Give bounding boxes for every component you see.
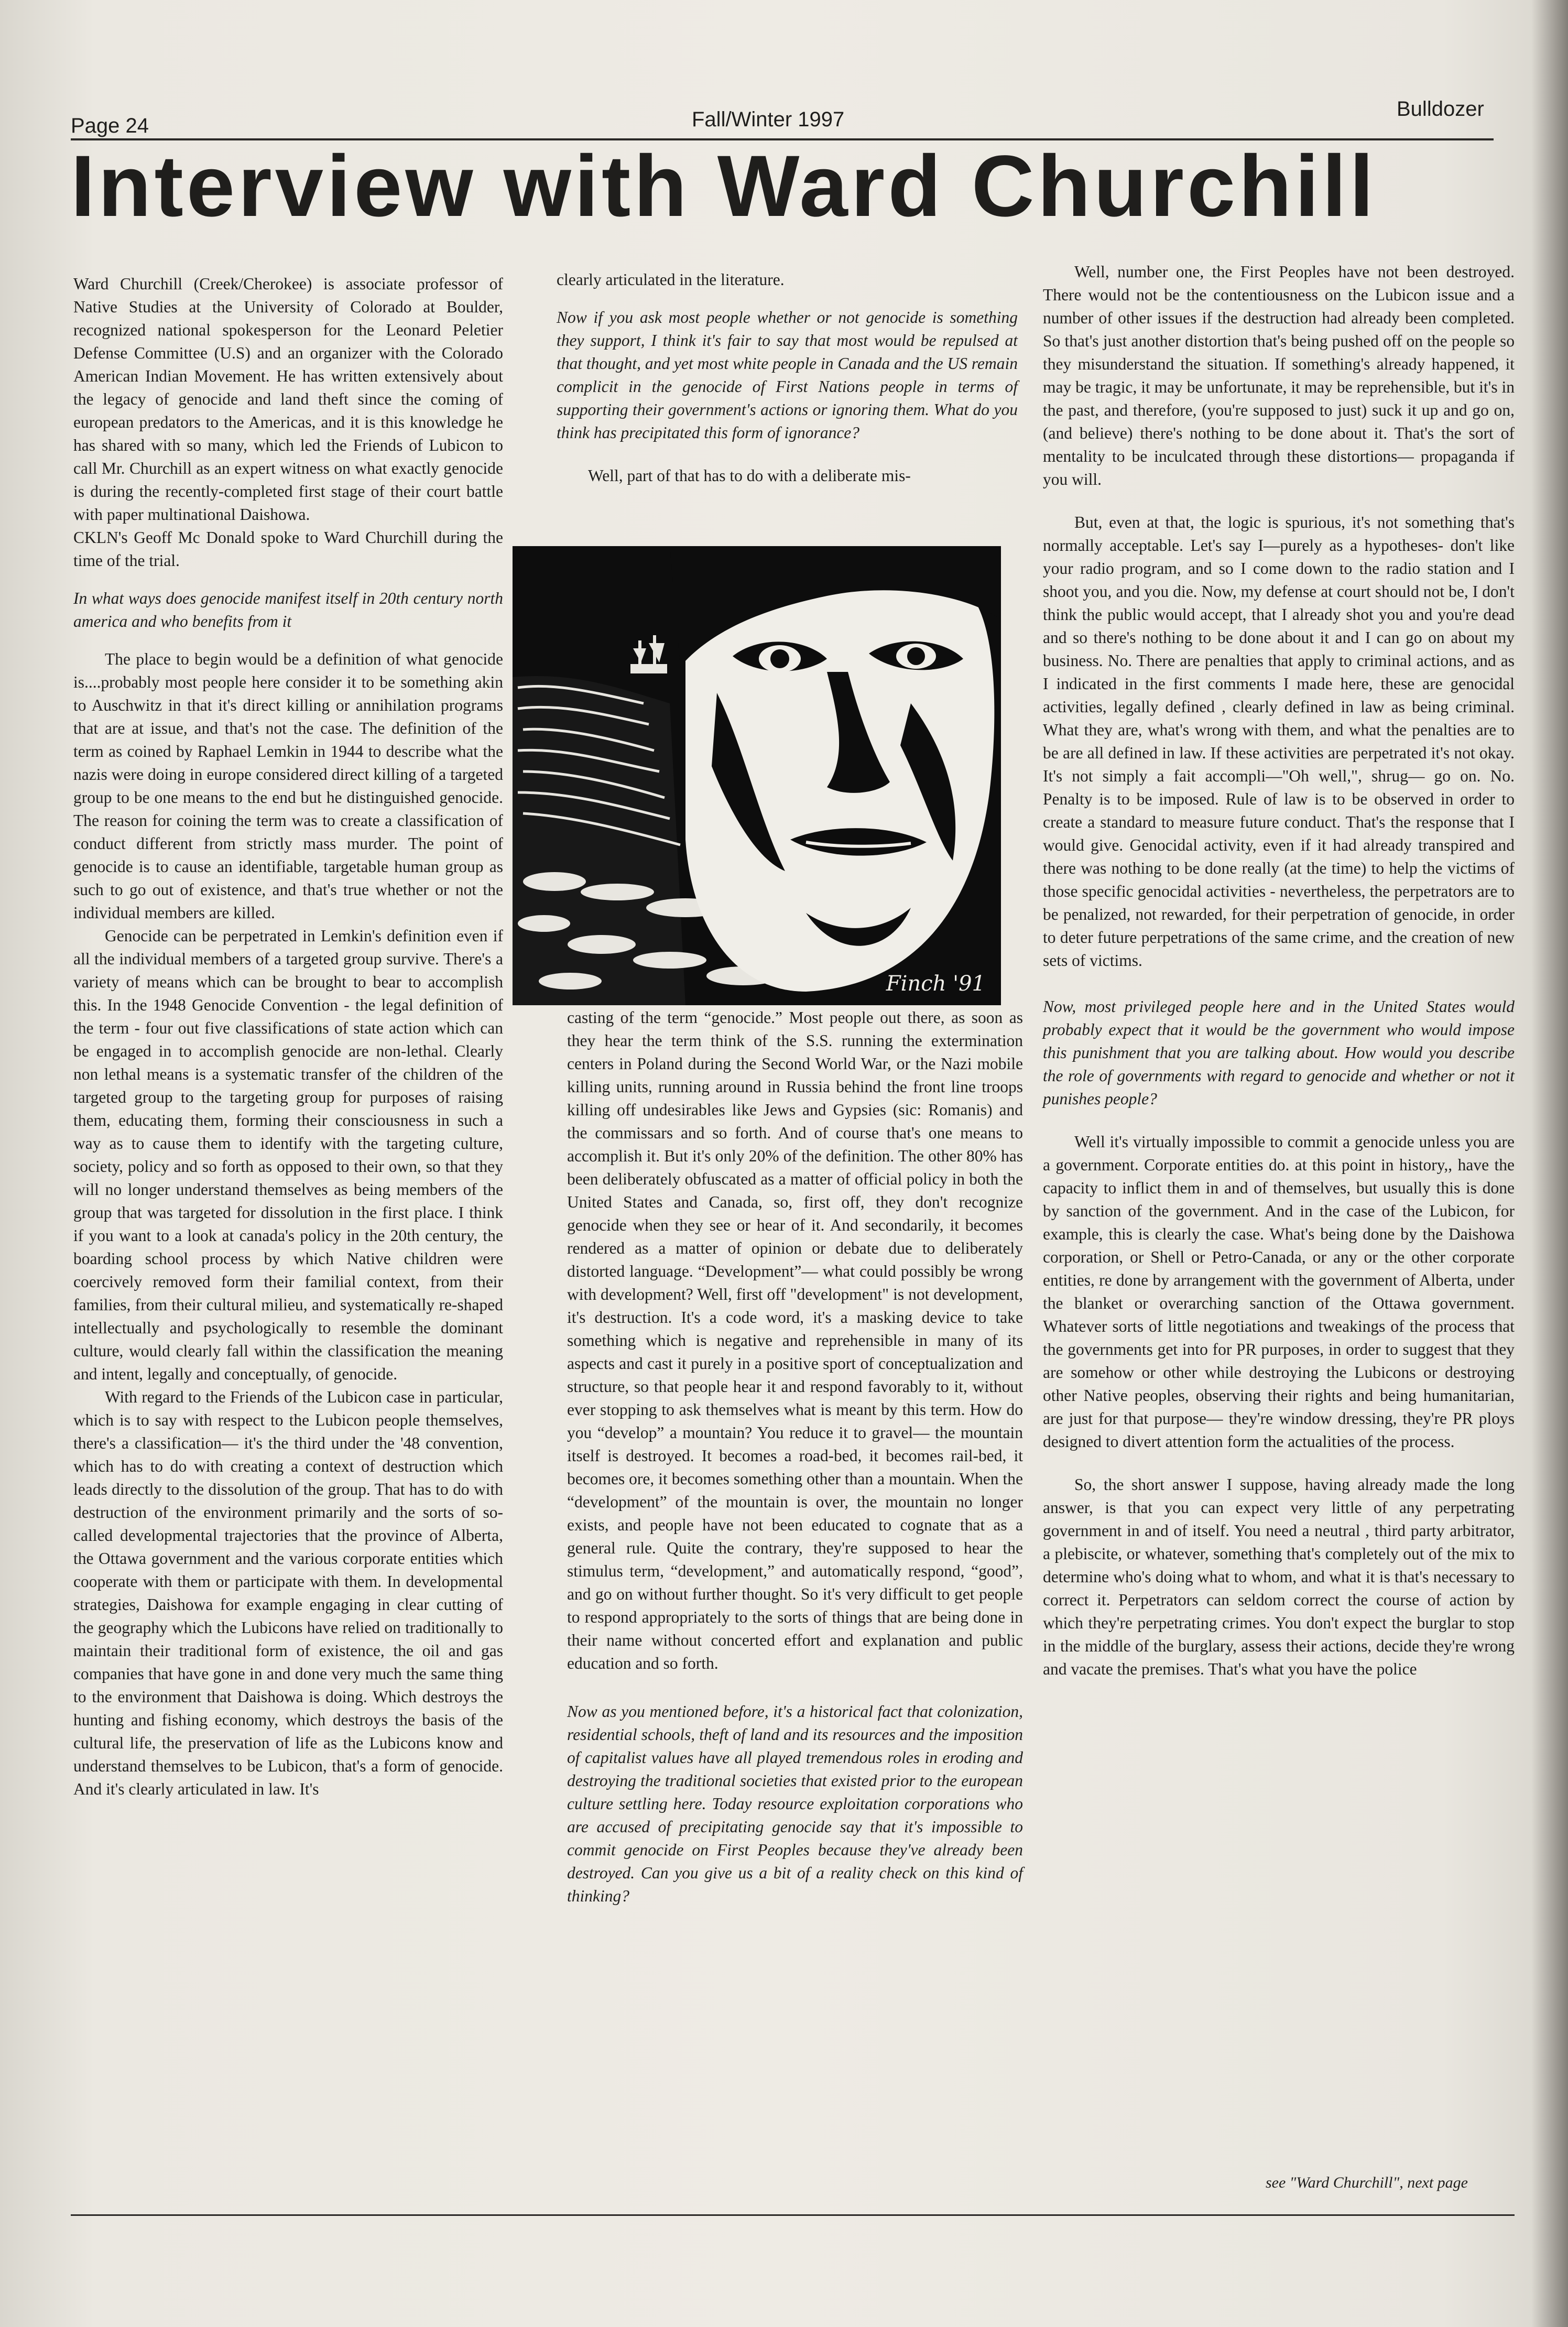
- footer-rule: [71, 2214, 1515, 2216]
- issue-date: Fall/Winter 1997: [692, 108, 845, 131]
- question-3: Now as you mentioned before, it's a historical fact that colonization, residential schools, theft of land and its resources and the imposition of capitalist values have all played tremendous roles in eroding and destroying the traditional societies that existed prior to the european culture settling here. Today resource exploitation corporations who are accused of precipitating genocide say that it's impossible to commit genocide on First Peoples because they've already been destroyed. Can you give us a bit of a reality check on this kind of thinking?: [567, 1702, 1023, 1905]
- continued-note: see "Ward Churchill", next page: [1266, 2174, 1468, 2191]
- answer-paragraph: Well it's virtually impossible to commit a genocide unless you are a government. Corporate entities do. at this point in history,, have the capacity to inflict them in and of themselves, but usually this is done by sanction of the government. And in the case of the Lubicon, for example, this is clearly the case. What's being done by the Daishowa corporation, or Shell or Petro-Canada, or any or the other corporate entities, re done by arrangement with the government of Alberta, under the blanket or overarching sanction of the Ottawa government. Whatever sorts of little negotiations and tweakings of the process that the governments get into for PR purposes, in order to suggest that they are somehow or other while destroying the Lubicons or destroying other Native peoples, observing their rights and being humanitarian, are just for that purpose— they're window dressing, they're PR ploys designed to divert attention form the actualities of the process.: [1043, 1133, 1515, 1451]
- artist-signature: Finch '91: [886, 972, 985, 996]
- answer-paragraph: Well, part of that has to do with a deliberate mis-: [588, 466, 911, 485]
- answer-paragraph: With regard to the Friends of the Lubicon case in particular, which is to say with respect to the Lubicon people themselves, there's a classification— it's the third under the '48 convention, which has to do with creating a context of destruction which leads directly to the dissolution of the group. That has to do with destruction of the environment primarily and the sorts of so-called developmental trajectories that the province of Alberta, the Ottawa government and the various corporate entities which cooperate with them or participate with them. In developmental strategies, Daishowa for example engaging in clear cutting of the geography which the Lubicons have relied on traditionally to maintain their traditional form of existence, the oil and gas companies that have gone in and done very much the same thing to the environment that Daishowa is doing. Which destroys the hunting and fishing economy, which destroys the basis of the cultural life, the preservation of life as the Lubicons know and understand themselves to be Lubicon, that's a form of genocide. And it's clearly articulated in law. It's: [73, 1388, 503, 1798]
- column-1: [73, 273, 503, 1801]
- answer-paragraph: The place to begin would be a definition of what genocide is....probably most people here consider it to be something akin to Auschwitz in that it's direct killing or annihilation programs that are at issue, and that's not the case. The definition of the term as coined by Raphael Lemkin in 1944 to describe what the nazis were doing in europe considered direct killing of a targeted group to be one means to the end but he distinguished genocide. The reason for coining the term was to create a classification of conduct different from strictly mass murder. The point of genocide is to cause an identifiable, targetable human group as such to go out of existence, and that's true whether or not the individual members are killed.: [73, 650, 503, 922]
- answer-paragraph: Well, number one, the First Peoples have not been destroyed. There would not be the contentiousness on the Lubicon issue and a number of other issues if the destruction had already been completed. So that's just another distortion that's being pushed off on the people so they misunderstand the situation. If something's already happened, it may be tragic, it may be unfortunate, it may be reprehensible, but it's in the past, and therefore, (you're supposed to just) suck it up and go on, (and believe) there's nothing to be done about it. That's the sort of mentality to be inculcated through these distortions— propaganda if you will.: [1043, 263, 1515, 488]
- answer-paragraph: So, the short answer I suppose, having already made the long answer, is that you can expect very little of any perpetrating government in and of itself. You need a neutral , third party arbitrator, a plebiscite, or whatever, something that's completely out of the mix to determine who's doing what to whom, and what it is that's necessary to correct it. Perpetrators can seldom correct the course of action by which they're perpetrating crimes. You don't expect the burglar to stop in the middle of the burglary, assess their actions, decide they're wrong and vacate the premises. That's what you have the police: [1043, 1475, 1515, 1678]
- column-3: [1043, 260, 1515, 1681]
- column-2-top: [557, 268, 1018, 487]
- publication-name: Bulldozer: [1397, 97, 1484, 121]
- intro-paragraph: Ward Churchill (Creek/Cherokee) is associate professor of Native Studies at the University of Colorado at Boulder, recognized national spokesperson for the Leonard Peletier Defense Committee (U.S) and an organizer with the Colorado American Indian Movement. He has written extensively about the legacy of genocide and land theft since the coming of european predators to the Americas, and it is this knowledge he has shared with so many, which led the Friends of Lubicon to call Mr. Churchill as an expert witness on what exactly genocide is during the recently-completed first stage of their court battle with paper multinational Daishowa.: [73, 275, 503, 524]
- intro-credit: CKLN's Geoff Mc Donald spoke to Ward Churchill during the time of the trial.: [73, 528, 503, 570]
- column-2-bottom: [567, 1006, 1023, 1922]
- question-4: Now, most privileged people here and in the United States would probably expect that it would be the government who would impose this punishment that you are talking about. How would you describe the role of governments with regard to genocide and whether or not it punishes people?: [1043, 997, 1515, 1108]
- answer-paragraph: Genocide can be perpetrated in Lemkin's definition even if all the individual members of a targeted group survive. There's a variety of means which can be brought to bear to accomplish this. In the 1948 Genocide Convention - the legal definition of the term - four out five classifications of state action which can be engaged in to accomplish genocide are non-lethal. Clearly non lethal means is a systematic transfer of the children of the targeted group to the targeting group for purposes of raising them, educating them, forming their consciousness in such a way as to cause them to identify with the targeting culture, society, policy and so forth as opposed to their own, so that they will no longer understand themselves as being members of the group that was targeted for dissolution in the first place. I think if you want to a look at canada's policy in the 20th century, the boarding school process by which Native children were coercively removed form their familial context, from their families, from their cultural milieu, and systematically re-shaped intellectually and psychologically to resemble the dominant culture, would clearly fall within the classification the meaning and intent, legally and conceptually, of genocide.: [73, 927, 503, 1383]
- article-title: Interview with Ward Churchill: [71, 138, 1377, 235]
- answer-paragraph: But, even at that, the logic is spurious, it's not something that's normally acceptable. Let's say I—purely as a hypotheses- don't like your radio program, and so I come down to the radio station and I shoot you, and you die. Now, my defense at court should not be, I don't think the public would accept, that I already shot you and you're dead and so there's nothing to be done about it and I can go on about my business. No. There are penalties that apply to criminal actions, and as I indicated in the first comments I made here, these are genocidal activities, legally defined , clearly defined in law as being criminal. What they are, what's wrong with them, and what the penalties are to be are all defined in law. If these activities are perpetrated it's not okay. It's not simply a fait accompli—"Oh well,", shrug— go on. No. Penalty is to be imposed. Rule of law is to be observed in order to create a standard to measure future conduct. That's the response that I would give. Genocidal activity, even if it had already transpired and there was nothing to be done really (at the time) to help the victims of those specific genocidal activities - nevertheless, the perpetrators are to be penalized, not rewarded, for their perpetration of genocide, in order to deter future perpetrations of the same crime, and the creation of new sets of victims.: [1043, 513, 1515, 970]
- answer-paragraph: casting of the term “genocide.” Most people out there, as soon as they hear the term think of the S.S. running the extermination centers in Poland during the Second World War, or the Nazi mobile killing units, running around in Russia behind the front line troops killing off undesirables like Jews and Gypsies (sic: Romanis) and the commissars and so forth. And of course that's one means to accomplish it. But it's only 20% of the definition. The other 80% has been deliberately obfuscated as a matter of official policy in both the United States and Canada, so, first off, they don't recognize genocide when they see or hear of it. And secondarily, it becomes rendered as a matter of opinion or debate due to deliberately distorted language. “Development”— what could possibly be wrong with development? Well, first off "development" is not development, it's destruction. It's a code word, it's a masking device to take something which is negative and reprehensible in many of its aspects and cast it purely in a positive sport of conceptualization and structure, so that people hear it and respond favorably to it, without ever stopping to ask themselves what is meant by this term. How do you “develop” a mountain? You reduce it to gravel— the mountain itself is destroyed. It becomes a road-bed, it becomes rail-bed, it becomes ore, it becomes something other than a mountain. When the “development” of the mountain is over, the mountain no longer exists, and people have not been educated to cognate that as a general rule. Quite the contrary, they're supposed to hear the stimulus term, “development,” and automatically respond, “good”, and go on without further thought. So it's very difficult to get people to respond appropriately to the sorts of things that are being done in their name without concerted effort and explanation and public education and so forth.: [567, 1008, 1023, 1672]
- page-number: Page 24: [71, 114, 149, 137]
- question-1: In what ways does genocide manifest itself in 20th century north america and who benefits from it: [73, 589, 503, 630]
- question-2: Now if you ask most people whether or not genocide is something they support, I think it's fair to say that most would be repulsed at that thought, and yet most white people in Canada and the US remain complicit in the genocide of First Nations people in terms of supporting their government's actions or ignoring them. What do you think has precipitated this form of ignorance?: [557, 308, 1018, 442]
- page-edge-shadow: [1531, 0, 1568, 2327]
- illustration-woodcut: [513, 546, 1001, 1005]
- answer-paragraph: clearly articulated in the literature.: [557, 270, 785, 289]
